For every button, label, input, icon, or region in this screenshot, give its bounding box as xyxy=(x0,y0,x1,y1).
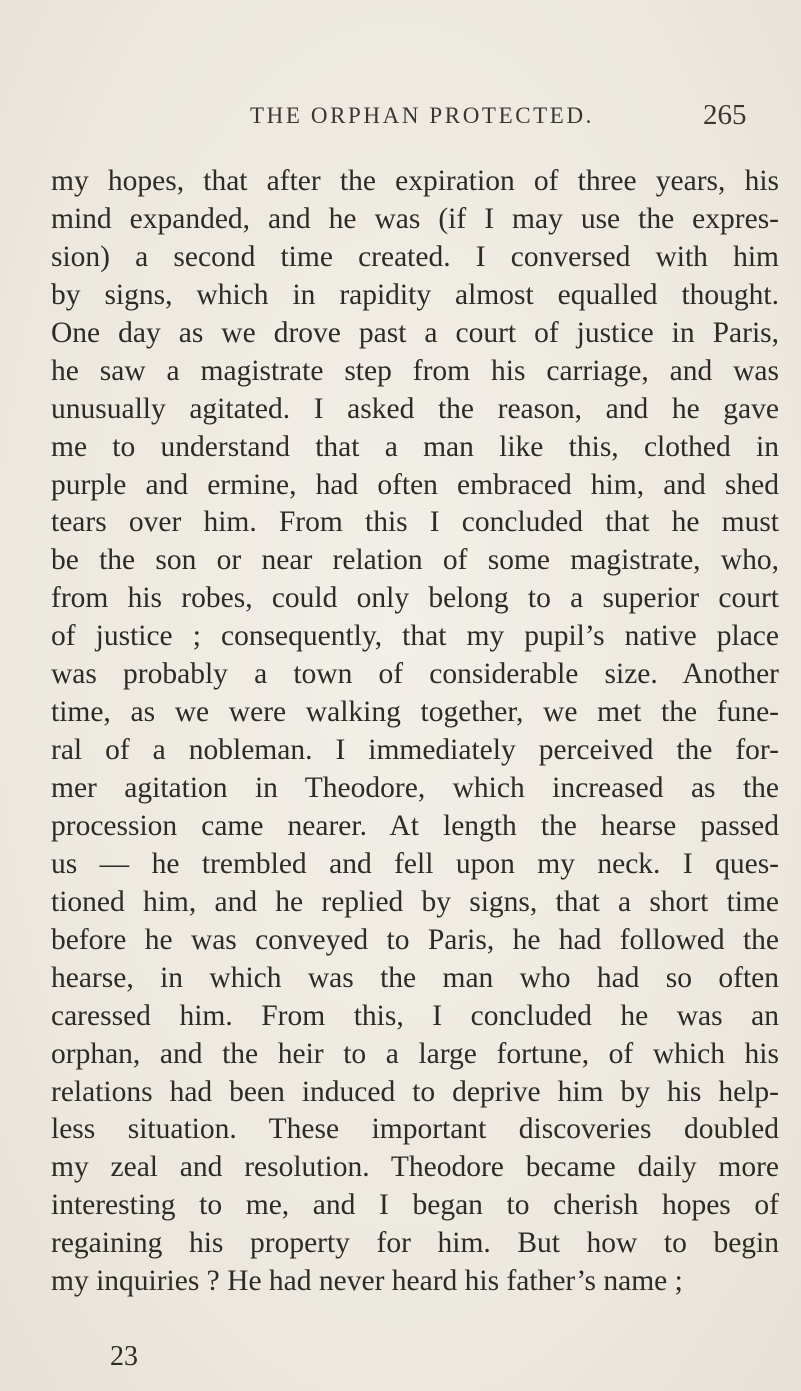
text-line: my zeal and resolution. Theodore became daily more xyxy=(51,1151,779,1184)
text-line: he saw a magistrate step from his carriage, and was xyxy=(51,354,779,387)
text-line: from his robes, could only belong to a superior court xyxy=(51,582,779,615)
text-line: procession came nearer. At length the hearse passed xyxy=(51,809,779,842)
text-line: One day as we drove past a court of justice in Paris, xyxy=(51,316,779,349)
text-line: was probably a town of considerable size. Another xyxy=(51,658,779,691)
running-title: THE ORPHAN PROTECTED. xyxy=(250,103,595,128)
text-line: before he was conveyed to Paris, he had followed the xyxy=(51,923,779,956)
text-line: tears over him. From this I concluded that he must xyxy=(51,506,779,539)
text-line: relations had been induced to deprive him by his help- xyxy=(51,1075,779,1108)
text-line: interesting to me, and I began to cherish hopes of xyxy=(51,1189,779,1222)
body-text xyxy=(51,162,779,1300)
text-line: my hopes, that after the expiration of three years, his xyxy=(51,165,779,197)
text-line: hearse, in which was the man who had so often xyxy=(51,961,779,994)
page-number: 265 xyxy=(703,99,747,131)
text-line: tioned him, and he replied by signs, that a short time xyxy=(51,885,779,918)
text-line: be the son or near relation of some magistrate, who, xyxy=(51,544,779,577)
text-line: ral of a nobleman. I immediately perceived the for- xyxy=(51,734,779,767)
text-line: us — he trembled and fell upon my neck. I ques- xyxy=(51,847,779,880)
text-line: regaining his property for him. But how to begin xyxy=(51,1227,779,1260)
text-line: purple and ermine, had often embraced him, and shed xyxy=(51,468,779,501)
text-line: orphan, and the heir to a large fortune, of which his xyxy=(51,1037,779,1070)
signature-mark: 23 xyxy=(110,1341,138,1372)
text-line: time, as we were walking together, we met the fune- xyxy=(51,696,779,729)
text-line: my inquiries ? He had never heard his father’s name ; xyxy=(51,1265,683,1298)
text-line: unusually agitated. I asked the reason, and he gave xyxy=(51,392,779,425)
text-line: mer agitation in Theodore, which increased as the xyxy=(51,772,779,804)
text-line: of justice ; consequently, that my pupil’s native place xyxy=(51,620,779,653)
text-line: sion) a second time created. I conversed with him xyxy=(51,240,779,273)
text-line: by signs, which in rapidity almost equalled thought. xyxy=(51,278,779,311)
text-line: less situation. These important discoveries doubled xyxy=(51,1113,779,1146)
text-line: me to understand that a man like this, clothed in xyxy=(51,430,779,463)
text-line: caressed him. From this, I concluded he was an xyxy=(51,999,779,1032)
running-head xyxy=(0,99,801,143)
text-line: mind expanded, and he was (if I may use the expres- xyxy=(51,202,779,235)
